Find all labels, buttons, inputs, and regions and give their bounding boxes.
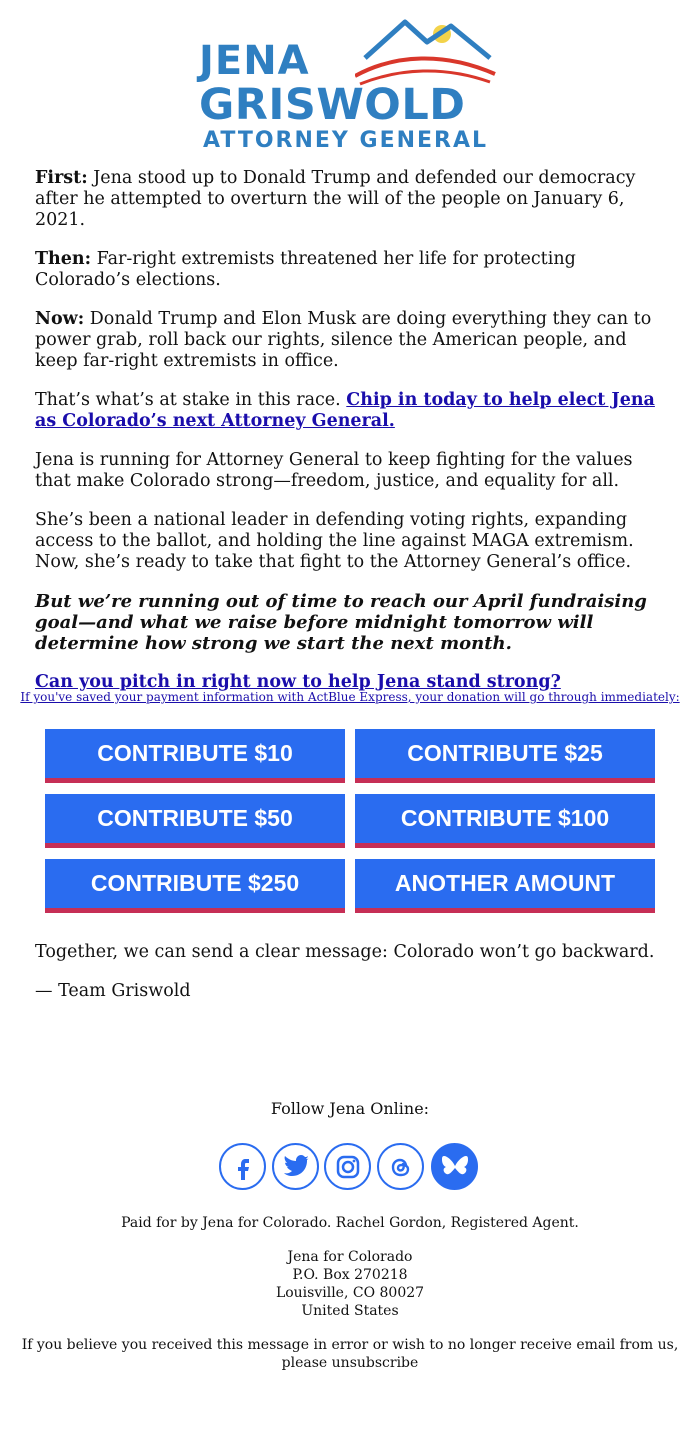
actblue-express-link[interactable]: If you've saved your payment information with ActBlue Express, your donation will go through immediately: — [20, 690, 680, 704]
address-line-1: Jena for Colorado — [287, 1249, 413, 1265]
mailing-address — [0, 1248, 700, 1320]
signature: — Team Griswold — [35, 981, 191, 1001]
contribute-250-button[interactable]: CONTRIBUTE $250 — [45, 859, 345, 913]
lead-now: Now: — [35, 309, 85, 329]
text-then: Far-right extremists threatened her life for protecting Colorado’s elections. — [35, 249, 576, 290]
text-now: Donald Trump and Elon Musk are doing everything they can to power grab, roll back our rights, silence the American people, and keep far-right extremists in office. — [35, 309, 652, 371]
logo-name-first: JENA — [199, 38, 310, 84]
lead-then: Then: — [35, 249, 92, 269]
contribute-25-button[interactable]: CONTRIBUTE $25 — [355, 729, 655, 783]
logo-name-last: GRISWOLD — [199, 80, 466, 130]
address-line-3: Louisville, CO 80027 — [275, 1285, 425, 1301]
address-line-4: United States — [301, 1303, 399, 1319]
unsubscribe-text: If you believe you received this message in error or wish to no longer receive email from us, — [21, 1337, 679, 1353]
paragraph-urgent: But we’re running out of time to reach our April fundraising goal—and what we raise before midnight tomorrow will determine how strong we start the next month. — [35, 591, 647, 654]
paragraph-running: Jena is running for Attorney General to keep fighting for the values that make Colorado strong—freedom, justice, and equality for all. — [35, 450, 633, 491]
mountain-logo-icon — [355, 14, 505, 89]
closing-message: Together, we can send a clear message: Colorado won’t go backward. — [35, 942, 655, 962]
lead-first: First: — [35, 168, 88, 188]
logo-office: ATTORNEY GENERAL — [203, 128, 489, 153]
another-amount-button[interactable]: ANOTHER AMOUNT — [355, 859, 655, 913]
follow-heading: Follow Jena Online: — [270, 1099, 430, 1118]
threads-icon[interactable] — [377, 1143, 424, 1190]
contribute-100-button[interactable]: CONTRIBUTE $100 — [355, 794, 655, 848]
express-note — [0, 690, 700, 704]
contribute-10-button[interactable]: CONTRIBUTE $10 — [45, 729, 345, 783]
paid-for-disclaimer: Paid for by Jena for Colorado. Rachel Gordon, Registered Agent. — [121, 1215, 579, 1231]
email-body — [35, 168, 667, 711]
paragraph-first — [35, 168, 667, 231]
text-stakes: That’s what’s at stake in this race. — [35, 390, 347, 410]
unsubscribe-notice — [0, 1336, 700, 1372]
paragraph-then — [35, 249, 667, 291]
chip-in-link[interactable]: Chip in today to help elect Jena as Colorado’s next Attorney General. — [35, 390, 655, 431]
facebook-icon[interactable] — [219, 1143, 266, 1190]
social-links — [219, 1143, 481, 1193]
twitter-icon[interactable] — [272, 1143, 319, 1190]
contribute-50-button[interactable]: CONTRIBUTE $50 — [45, 794, 345, 848]
paragraph-leader: She’s been a national leader in defending voting rights, expanding access to the ballot, and holding the line against MAGA extremism. Now, she’s ready to take that fight to the Attorney General’s office. — [35, 510, 634, 572]
instagram-icon[interactable] — [324, 1143, 371, 1190]
bluesky-icon[interactable] — [431, 1143, 478, 1190]
pitch-in-link[interactable]: Can you pitch in right now to help Jena stand strong? — [35, 672, 561, 692]
paragraph-now — [35, 309, 667, 372]
address-line-2: P.O. Box 270218 — [292, 1267, 408, 1283]
unsubscribe-link[interactable]: please unsubscribe — [281, 1355, 419, 1371]
paragraph-stakes — [35, 390, 667, 432]
campaign-logo — [195, 14, 505, 154]
text-first: Jena stood up to Donald Trump and defended our democracy after he attempted to overturn the will of the people on January 6, 2021. — [35, 168, 636, 230]
